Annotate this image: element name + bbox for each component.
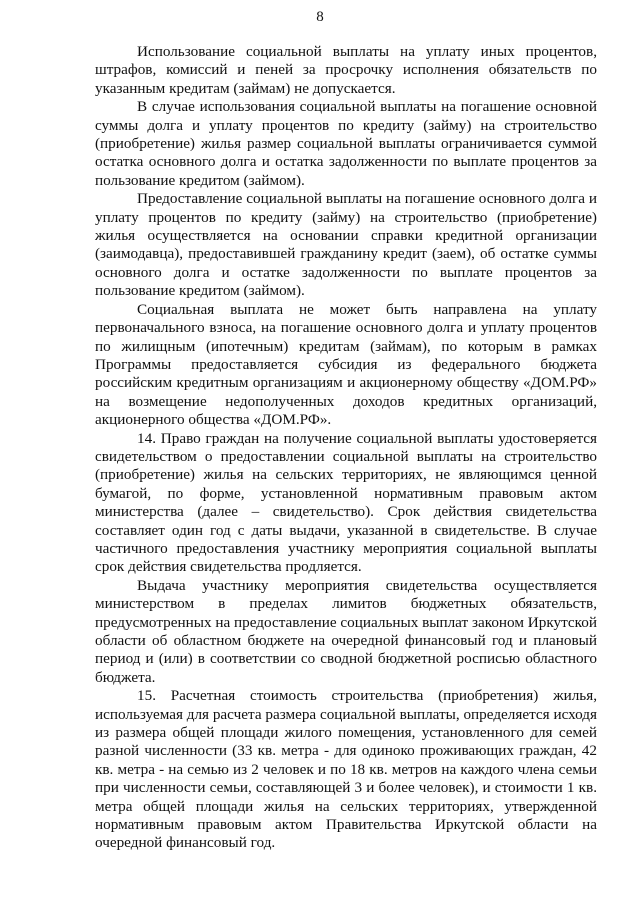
paragraph: 14. Право граждан на получение социальной выплаты удостоверяется свидетельством о предоставлении социальной выплаты на строительство (приобретение) жилья на сельских территориях, не являющимся ценной бумагой, по форме, установленной нормативным правовым актом министерства (далее – свидетельство). Срок действия свидетельства составляет один год с даты выдачи, указанной в свидетельстве. В случае частичного предоставления участнику мероприятия социальной выплаты срок действия свидетельства продляется. — [95, 429, 597, 576]
page-number: 8 — [316, 9, 324, 25]
paragraph: 15. Расчетная стоимость строительства (приобретения) жилья, используемая для расчета размера социальной выплаты, определяется исходя из размера общей площади жилого помещения, установленного для семей разной численности (33 кв. метра - для одиноко проживающих граждан, 42 кв. метра - на семью из 2 человек и по 18 кв. метров на каждого члена семьи при численности семьи, составляющей 3 и более человек), и стоимости 1 кв. метра общей площади жилья на сельских территориях, утвержденной нормативным правовым актом Правительства Иркутской области на очередной финансовый год. — [95, 687, 597, 852]
paragraph: В случае использования социальной выплаты на погашение основной суммы долга и уплату процентов по кредиту (займу) на строительство (приобретение) жилья размер социальной выплаты ограничивается суммой остатка основного долга и остатка задолженности по выплате процентов за пользование кредитом (займом). — [95, 98, 597, 189]
paragraph: Использование социальной выплаты на уплату иных процентов, штрафов, комиссий и пеней за просрочку исполнения обязательств по указанным кредитам (займам) не допускается. — [95, 43, 597, 97]
paragraph: Социальная выплата не может быть направлена на уплату первоначального взноса, на погашение основного долга и уплату процентов по жилищным (ипотечным) кредитам (займам), по которым в рамках Программы предоставляется субсидия из федерального бюджета российским кредитным организациям и акционерному обществу «ДОМ.РФ» на возмещение недополученных доходов кредитных организаций, акционерного общества «ДОМ.РФ». — [95, 300, 597, 429]
document-body — [95, 43, 597, 853]
paragraph: Предоставление социальной выплаты на погашение основного долга и уплату процентов по кредиту (займу) на строительство (приобретение) жилья осуществляется на основании справки кредитной организации (заимодавца), предоставившей гражданину кредит (заем), об остатке суммы основного долга и остатке задолженности по выплате процентов за пользование кредитом (займом). — [95, 190, 597, 300]
paragraph: Выдача участнику мероприятия свидетельства осуществляется министерством в пределах лимитов бюджетных обязательств, предусмотренных на предоставление социальных выплат законом Иркутской области об областном бюджете на очередной финансовый год и плановый период и (или) в соответствии со сводной бюджетной росписью областного бюджета. — [95, 576, 597, 686]
